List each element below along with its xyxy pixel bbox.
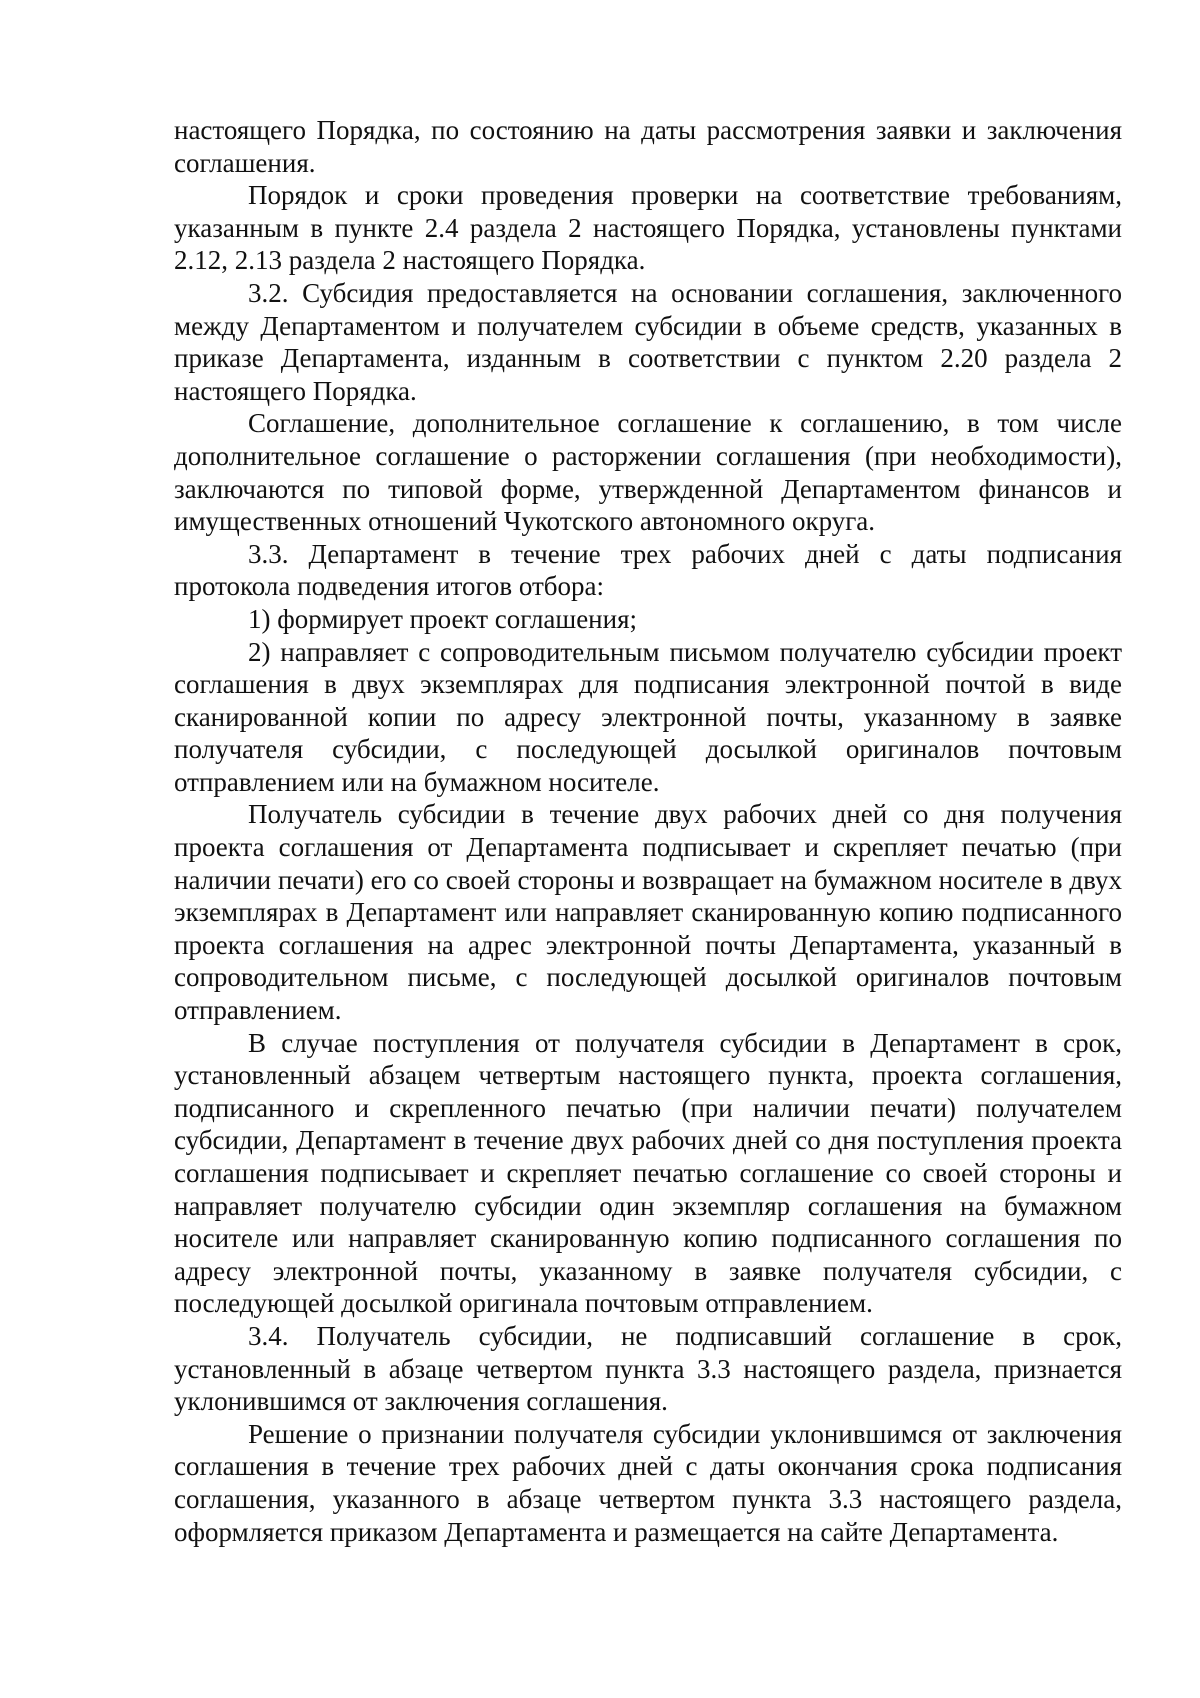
paragraph-evasion-decision: Решение о признании получателя субсидии уклонившимся от заключения соглашения в течение трех рабочих дней с даты окончания срока подписания соглашения, указанного в абзаце четвертом пункта 3.3 настоящего раздела, оформляется приказом Департамента и размещается на сайте Департамента. xyxy=(174,1418,1122,1547)
paragraph-recipient-signing: Получатель субсидии в течение двух рабочих дней со дня получения проекта соглашения от Департамента подписывает и скрепляет печатью (при наличии печати) его со своей стороны и возвращает на бумажном носителе в двух экземплярах в Департамент или направляет сканированную копию подписанного проекта соглашения на адрес электронной почты Департамента, указанный в сопроводительном письме, с последующей досылкой оригиналов почтовым отправлением. xyxy=(174,799,1122,1026)
paragraph-3-4: 3.4. Получатель субсидии, не подписавший соглашение в срок, установленный в абзаце четвертом пункта 3.3 настоящего раздела, признается уклонившимся от заключения соглашения. xyxy=(174,1320,1122,1417)
paragraph-department-signing: В случае поступления от получателя субсидии в Департамент в срок, установленный абзацем четвертым настоящего пункта, проекта соглашения, подписанного и скрепленного печатью (при наличии печати) получателем субсидии, Департамент в течение двух рабочих дней со дня поступления проекта соглашения подписывает и скрепляет печатью соглашение со своей стороны и направляет получателю субсидии один экземпляр соглашения на бумажном носителе или направляет сканированную копию подписанного соглашения по адресу электронной почты, указанному в заявке получателя субсидии, с последующей досылкой оригинала почтовым отправлением. xyxy=(174,1027,1122,1319)
paragraph-verification-procedure: Порядок и сроки проведения проверки на соответствие требованиям, указанным в пункте 2.4 раздела 2 настоящего Порядка, установлены пунктами 2.12, 2.13 раздела 2 настоящего Порядка. xyxy=(174,180,1122,276)
paragraph-3-3-item-2: 2) направляет с сопроводительным письмом получателю субсидии проект соглашения в двух экземплярах для подписания электронной почтой в виде сканированной копии по адресу электронной почты, указанному в заявке получателя субсидии, с последующей досылкой оригиналов почтовым отправлением или на бумажном носителе. xyxy=(174,636,1122,797)
paragraph-continuation: настоящего Порядка, по состоянию на даты рассмотрения заявки и заключения соглашения. xyxy=(174,115,1122,178)
paragraph-3-3-item-1: 1) формирует проект соглашения; xyxy=(248,603,637,634)
paragraph-3-3: 3.3. Департамент в течение трех рабочих дней с даты подписания протокола подведения итогов отбора: xyxy=(174,538,1122,602)
paragraph-agreement-form: Соглашение, дополнительное соглашение к соглашению, в том числе дополнительное соглашение о расторжении соглашения (при необходимости), заключаются по типовой форме, утвержденной Департаментом финансов и имущественных отношений Чукотского автономного округа. xyxy=(174,408,1122,537)
document-body xyxy=(174,114,1122,1548)
paragraph-3-2: 3.2. Субсидия предоставляется на основании соглашения, заключенного между Департаментом и получателем субсидии в объеме средств, указанных в приказе Департамента, изданным в соответствии с пунктом 2.20 раздела 2 настоящего Порядка. xyxy=(174,277,1122,406)
